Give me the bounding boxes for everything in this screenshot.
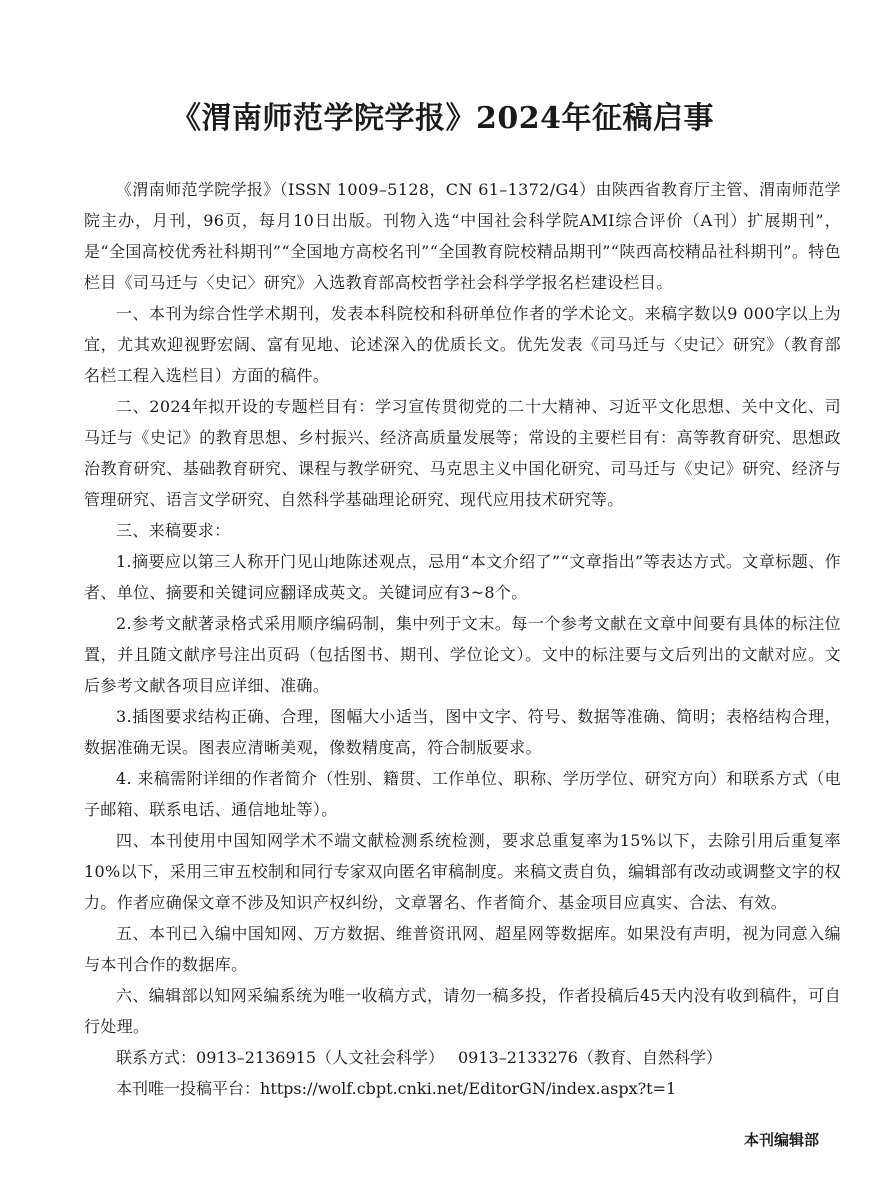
section-three-heading: 三、来稿要求： <box>116 521 231 540</box>
contact-phone-social: 0913–2136915（人文社会科学） <box>196 1048 444 1067</box>
platform-label: 本刊唯一投稿平台： <box>116 1079 261 1098</box>
requirement-3-paragraph: 3.插图要求结构正确、合理，图幅大小适当，图中文字、符号、数据等准确、简明；表格结构合理，数据准确无误。图表应清晰美观，像数精度高，符合制版要求。 <box>84 707 841 757</box>
requirement-2-paragraph: 2.参考文献著录格式采用顺序编码制，集中列于文末。每一个参考文献在文章中间要有具体的标注位置，并且随文献序号注出页码（包括图书、期刊、学位论文）。文中的标注要与文后列出的文献对应。文后参考文献各项目应详细、准确。 <box>84 614 841 695</box>
document-body <box>84 174 841 1104</box>
signature: 本刊编辑部 <box>743 1131 819 1149</box>
section-one-paragraph: 一、本刊为综合性学术期刊，发表本科院校和科研单位作者的学术论文。来稿字数以9 000字以上为宜，尤其欢迎视野宏阔、富有见地、论述深入的优质长文。优先发表《司马迁与〈史记〉研究》（教育部名栏工程入选栏目）方面的稿件。 <box>84 304 841 385</box>
platform-url: https://wolf.cbpt.cnki.net/EditorGN/index.aspx?t=1 <box>260 1079 677 1098</box>
section-five-paragraph: 五、本刊已入编中国知网、万方数据、维普资讯网、超星网等数据库。如果没有声明，视为同意入编与本刊合作的数据库。 <box>84 924 841 974</box>
contact-phone-science: 0913–2133276（教育、自然科学） <box>458 1048 722 1067</box>
contact-label: 联系方式： <box>116 1048 197 1067</box>
intro-paragraph: 《渭南师范学院学报》（ISSN 1009–5128，CN 61–1372/G4）由陕西省教育厅主管、渭南师范学院主办，月刊，96页，每月10日出版。刊物入选“中国社会科学院AMI综合评价（A刊）扩展期刊”，是“全国高校优秀社科期刊”“全国地方高校名刊”“全国教育院校精品期刊”“陕西高校精品社科期刊”。特色栏目《司马迁与〈史记〉研究》入选教育部高校哲学社会科学学报名栏建设栏目。 <box>84 180 841 292</box>
contact-line <box>84 1042 841 1073</box>
section-six-paragraph: 六、编辑部以知网采编系统为唯一收稿方式，请勿一稿多投，作者投稿后45天内没有收到稿件，可自行处理。 <box>84 986 841 1036</box>
requirement-4-paragraph: 4. 来稿需附详细的作者简介（性别、籍贯、工作单位、职称、学历学位、研究方向）和联系方式（电子邮箱、联系电话、通信地址等）。 <box>84 769 841 819</box>
section-two-paragraph: 二、2024年拟开设的专题栏目有：学习宣传贯彻党的二十大精神、习近平文化思想、关中文化、司马迁与《史记》的教育思想、乡村振兴、经济高质量发展等；常设的主要栏目有：高等教育研究、思想政治教育研究、基础教育研究、课程与教学研究、马克思主义中国化研究、司马迁与《史记》研究、经济与管理研究、语言文学研究、自然科学基础理论研究、现代应用技术研究等。 <box>84 397 841 509</box>
requirement-1-paragraph: 1.摘要应以第三人称开门见山地陈述观点，忌用“本文介绍了”“文章指出”等表达方式。文章标题、作者、单位、摘要和关键词应翻译成英文。关键词应有3~8个。 <box>84 552 841 602</box>
page-title: 《渭南师范学院学报》2024年征稿启事 <box>171 101 714 136</box>
section-four-paragraph: 四、本刊使用中国知网学术不端文献检测系统检测，要求总重复率为15%以下，去除引用后重复率10%以下，采用三审五校制和同行专家双向匿名审稿制度。来稿文责自负，编辑部有改动或调整文字的权力。作者应确保文章不涉及知识产权纠纷，文章署名、作者简介、基金项目应真实、合法、有效。 <box>84 831 841 912</box>
submission-platform-line <box>84 1073 841 1104</box>
